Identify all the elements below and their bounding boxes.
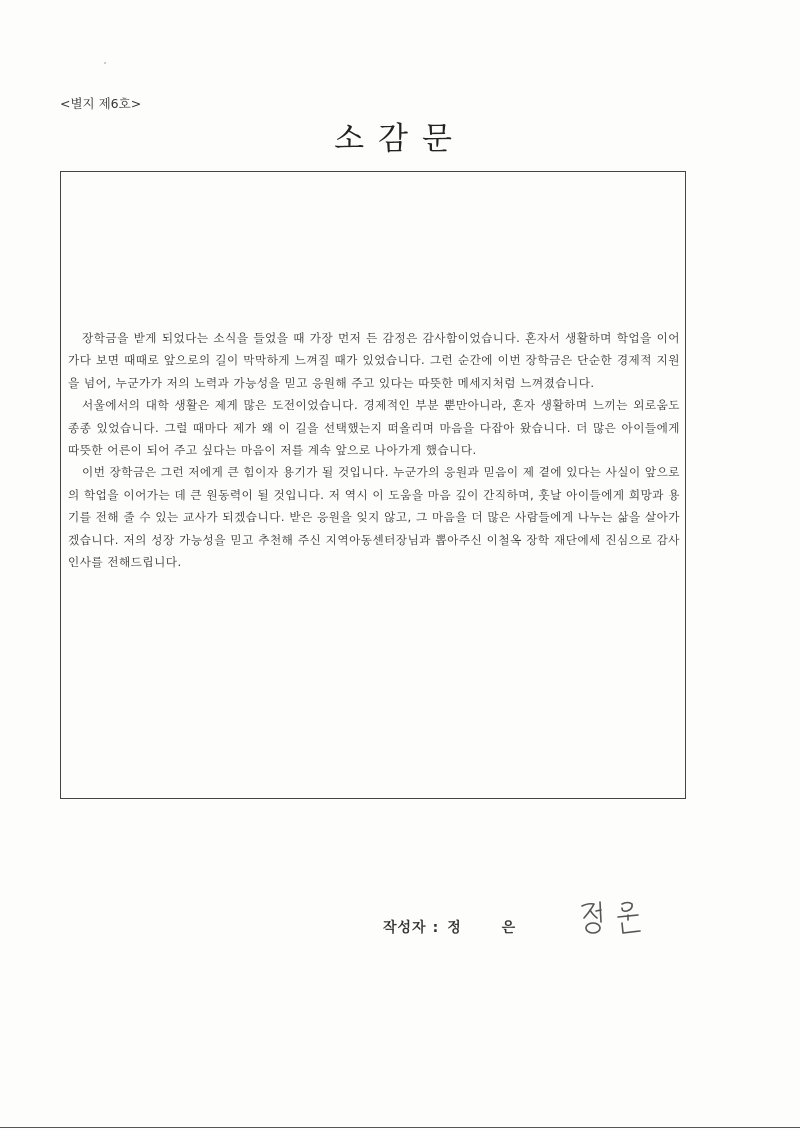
author-line bbox=[383, 917, 533, 937]
handwritten-signature bbox=[578, 896, 658, 940]
scan-speck bbox=[104, 62, 106, 64]
page-bottom-edge bbox=[0, 1127, 800, 1128]
document-title: 소감문 bbox=[334, 121, 466, 157]
author-name: 정 은 bbox=[447, 920, 534, 936]
form-number-label: <별지 제6호> bbox=[60, 96, 142, 111]
paragraph-3: 이번 장학금은 그런 저에게 큰 힘이자 용기가 될 것입니다. 누군가의 응원과 믿음이 제 곁에 있다는 사실이 앞으로의 학업을 이어가는 데 큰 원동력이 될 것입니다. 저 역시 이 도움을 마음 깊이 간직하며, 훗날 아이들에게 희망과 용기를 전해 줄 수 있는 교사가 되겠습니다. 받은 응원을 잊지 않고, 그 마음을 더 많은 사람들에게 나누는 삶을 살아가겠습니다. 저의 성장 가능성을 믿고 추천해 주신 지역아동센터장님과 뽑아주신 이철옥 장학 재단에세 진심으로 감사 인사를 전해드립니다. bbox=[68, 465, 680, 570]
body-text bbox=[68, 327, 680, 573]
author-separator: : bbox=[432, 920, 440, 936]
paragraph-1: 장학금을 받게 되었다는 소식을 들었을 때 가장 먼저 든 감정은 감사함이었습니다. 혼자서 생활하며 학업을 이어가다 보면 때때로 앞으로의 길이 막막하게 느껴질 때가 있었습니다. 그런 순간에 이번 장학금은 단순한 경제적 지원을 넘어, 누군가가 저의 노력과 가능성을 믿고 응원해 주고 있다는 따뜻한 메세지처럼 느껴졌습니다. bbox=[68, 331, 680, 390]
author-label: 작성자 bbox=[383, 920, 427, 936]
paragraph-2: 서울에서의 대학 생활은 제게 많은 도전이었습니다. 경제적인 부분 뿐만아니라, 혼자 생활하며 느끼는 외로움도 종종 있었습니다. 그럴 때마다 제가 왜 이 길을 선택했는지 떠올리며 마음을 다잡아 왔습니다. 더 많은 아이들에게 따뜻한 어른이 되어 주고 싶다는 마음이 저를 계속 앞으로 나아가게 했습니다. bbox=[68, 398, 680, 458]
